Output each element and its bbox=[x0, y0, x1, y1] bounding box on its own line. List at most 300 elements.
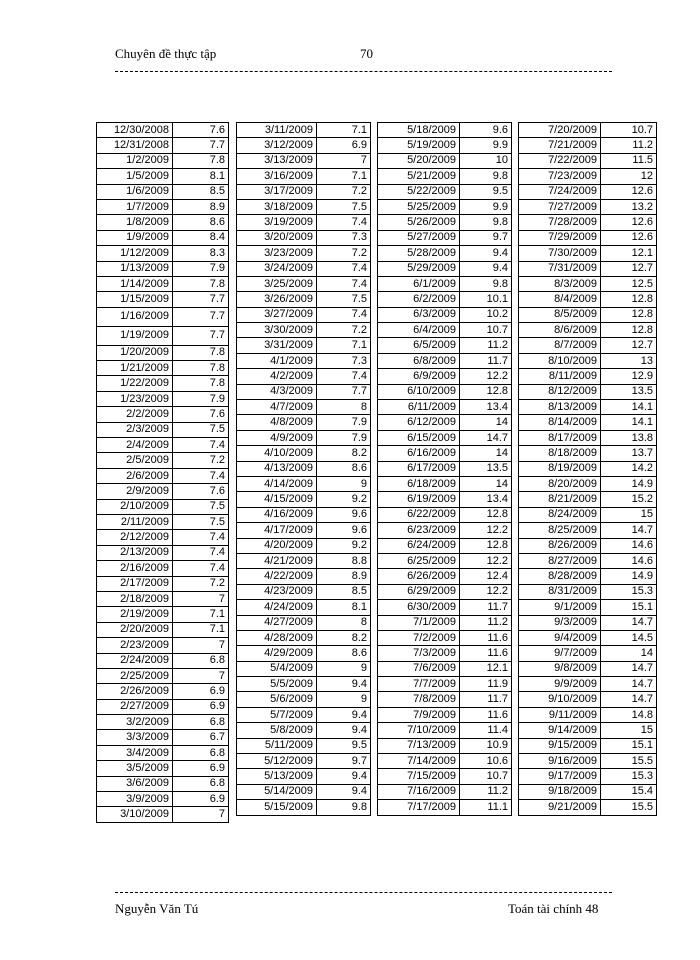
value-cell: 12.8 bbox=[460, 384, 512, 399]
value-cell: 7.5 bbox=[173, 514, 229, 529]
table-row bbox=[378, 261, 512, 276]
value-cell: 10.7 bbox=[460, 769, 512, 784]
date-cell: 2/6/2009 bbox=[97, 468, 173, 483]
value-cell: 9.7 bbox=[460, 230, 512, 245]
table-row bbox=[519, 461, 657, 476]
value-cell: 12.2 bbox=[460, 523, 512, 538]
date-cell: 7/14/2009 bbox=[378, 754, 460, 769]
date-cell: 3/17/2009 bbox=[237, 184, 317, 199]
table-row bbox=[378, 430, 512, 445]
table-row bbox=[378, 738, 512, 753]
table-row bbox=[519, 476, 657, 491]
value-cell: 9.6 bbox=[317, 523, 371, 538]
date-cell: 7/24/2009 bbox=[519, 184, 601, 199]
value-cell: 14.6 bbox=[601, 553, 657, 568]
date-cell: 7/21/2009 bbox=[519, 138, 601, 153]
date-cell: 1/6/2009 bbox=[97, 184, 173, 199]
date-cell: 9/7/2009 bbox=[519, 646, 601, 661]
table-row bbox=[237, 646, 371, 661]
date-cell: 9/11/2009 bbox=[519, 707, 601, 722]
table-row bbox=[237, 569, 371, 584]
table-row bbox=[237, 661, 371, 676]
date-cell: 1/19/2009 bbox=[97, 326, 173, 345]
date-cell: 4/9/2009 bbox=[237, 430, 317, 445]
table-row bbox=[97, 276, 229, 291]
date-cell: 1/16/2009 bbox=[97, 307, 173, 326]
value-cell: 10.7 bbox=[601, 123, 657, 138]
date-cell: 8/13/2009 bbox=[519, 400, 601, 415]
table-row bbox=[237, 446, 371, 461]
date-cell: 1/12/2009 bbox=[97, 246, 173, 261]
table-row bbox=[97, 361, 229, 376]
date-cell: 2/23/2009 bbox=[97, 638, 173, 653]
table-row bbox=[519, 415, 657, 430]
date-cell: 8/21/2009 bbox=[519, 492, 601, 507]
value-cell: 8.1 bbox=[173, 169, 229, 184]
table-row bbox=[97, 561, 229, 576]
table-row bbox=[97, 169, 229, 184]
value-cell: 8.5 bbox=[317, 584, 371, 599]
table-row bbox=[237, 123, 371, 138]
footer-author: Nguyễn Văn Tú bbox=[115, 901, 199, 916]
value-cell: 13.5 bbox=[601, 384, 657, 399]
table-row bbox=[378, 707, 512, 722]
value-cell: 12.6 bbox=[601, 230, 657, 245]
date-cell: 3/16/2009 bbox=[237, 169, 317, 184]
value-cell: 14.9 bbox=[601, 476, 657, 491]
value-cell: 12.7 bbox=[601, 261, 657, 276]
date-cell: 7/23/2009 bbox=[519, 169, 601, 184]
table-row bbox=[237, 738, 371, 753]
value-cell: 8.2 bbox=[317, 630, 371, 645]
date-cell: 4/7/2009 bbox=[237, 400, 317, 415]
table-row bbox=[519, 615, 657, 630]
table-row bbox=[519, 199, 657, 214]
date-cell: 6/9/2009 bbox=[378, 369, 460, 384]
value-cell: 11.4 bbox=[460, 723, 512, 738]
table-row bbox=[519, 215, 657, 230]
value-cell: 14.7 bbox=[601, 523, 657, 538]
date-cell: 1/2/2009 bbox=[97, 153, 173, 168]
value-cell: 7.1 bbox=[317, 123, 371, 138]
date-cell: 4/29/2009 bbox=[237, 646, 317, 661]
value-cell: 12.1 bbox=[460, 661, 512, 676]
table-row bbox=[378, 476, 512, 491]
date-cell: 1/14/2009 bbox=[97, 276, 173, 291]
date-cell: 8/12/2009 bbox=[519, 384, 601, 399]
value-cell: 7.7 bbox=[317, 384, 371, 399]
table-row bbox=[97, 545, 229, 560]
value-cell: 11.2 bbox=[460, 615, 512, 630]
value-cell: 7.2 bbox=[317, 323, 371, 338]
table-row bbox=[519, 384, 657, 399]
date-cell: 2/9/2009 bbox=[97, 484, 173, 499]
value-cell: 14.7 bbox=[601, 661, 657, 676]
table-row bbox=[378, 692, 512, 707]
table-row bbox=[378, 153, 512, 168]
value-cell: 7.7 bbox=[173, 326, 229, 345]
table-row bbox=[378, 661, 512, 676]
value-cell: 8.6 bbox=[173, 215, 229, 230]
date-cell: 4/16/2009 bbox=[237, 507, 317, 522]
date-cell: 7/20/2009 bbox=[519, 123, 601, 138]
value-cell: 6.8 bbox=[173, 653, 229, 668]
table-row bbox=[519, 646, 657, 661]
table-row bbox=[97, 292, 229, 307]
value-cell: 7.2 bbox=[173, 576, 229, 591]
value-cell: 7.4 bbox=[173, 530, 229, 545]
table-row bbox=[519, 754, 657, 769]
date-cell: 3/24/2009 bbox=[237, 261, 317, 276]
table-row bbox=[378, 769, 512, 784]
value-cell: 9.8 bbox=[460, 169, 512, 184]
date-cell: 8/27/2009 bbox=[519, 553, 601, 568]
value-cell: 8 bbox=[317, 615, 371, 630]
table-row bbox=[519, 153, 657, 168]
table-row bbox=[378, 569, 512, 584]
table-row bbox=[378, 369, 512, 384]
value-cell: 8.9 bbox=[173, 199, 229, 214]
date-cell: 8/31/2009 bbox=[519, 584, 601, 599]
value-cell: 14.6 bbox=[601, 538, 657, 553]
value-cell: 6.8 bbox=[173, 715, 229, 730]
value-cell: 6.9 bbox=[173, 761, 229, 776]
table-row bbox=[378, 615, 512, 630]
table-row bbox=[97, 422, 229, 437]
date-cell: 3/5/2009 bbox=[97, 761, 173, 776]
table-row bbox=[237, 677, 371, 692]
value-cell: 9.9 bbox=[460, 138, 512, 153]
table-row bbox=[519, 738, 657, 753]
date-cell: 8/17/2009 bbox=[519, 430, 601, 445]
value-cell: 9.2 bbox=[317, 492, 371, 507]
value-cell: 15.3 bbox=[601, 584, 657, 599]
value-cell: 6.8 bbox=[173, 776, 229, 791]
value-cell: 12.8 bbox=[601, 307, 657, 322]
date-cell: 5/5/2009 bbox=[237, 677, 317, 692]
value-cell: 8.2 bbox=[317, 446, 371, 461]
table-row bbox=[519, 230, 657, 245]
table-row bbox=[378, 246, 512, 261]
date-cell: 7/9/2009 bbox=[378, 707, 460, 722]
date-cell: 4/20/2009 bbox=[237, 538, 317, 553]
date-cell: 8/14/2009 bbox=[519, 415, 601, 430]
value-cell: 15.2 bbox=[601, 492, 657, 507]
table-row bbox=[519, 723, 657, 738]
value-cell: 7 bbox=[173, 591, 229, 606]
date-cell: 8/19/2009 bbox=[519, 461, 601, 476]
value-cell: 11.1 bbox=[460, 800, 512, 815]
table-row bbox=[519, 600, 657, 615]
date-cell: 2/13/2009 bbox=[97, 545, 173, 560]
table-row bbox=[237, 692, 371, 707]
value-cell: 9.4 bbox=[460, 246, 512, 261]
date-cell: 3/3/2009 bbox=[97, 730, 173, 745]
date-cell: 5/14/2009 bbox=[237, 784, 317, 799]
date-cell: 4/2/2009 bbox=[237, 369, 317, 384]
date-cell: 3/2/2009 bbox=[97, 715, 173, 730]
date-cell: 6/10/2009 bbox=[378, 384, 460, 399]
date-cell: 8/20/2009 bbox=[519, 476, 601, 491]
table-row bbox=[378, 677, 512, 692]
value-cell: 8.4 bbox=[173, 230, 229, 245]
date-cell: 5/22/2009 bbox=[378, 184, 460, 199]
value-cell: 7.2 bbox=[317, 246, 371, 261]
value-cell: 6.9 bbox=[173, 684, 229, 699]
table-row bbox=[97, 530, 229, 545]
table-row bbox=[519, 307, 657, 322]
value-cell: 15.5 bbox=[601, 800, 657, 815]
table-row bbox=[378, 307, 512, 322]
header-page-number: 70 bbox=[360, 46, 373, 61]
value-cell: 7.9 bbox=[173, 391, 229, 406]
value-cell: 12.5 bbox=[601, 276, 657, 291]
table-row bbox=[97, 123, 229, 138]
date-cell: 8/25/2009 bbox=[519, 523, 601, 538]
date-cell: 5/13/2009 bbox=[237, 769, 317, 784]
date-cell: 2/26/2009 bbox=[97, 684, 173, 699]
date-cell: 2/25/2009 bbox=[97, 668, 173, 683]
table-row bbox=[97, 761, 229, 776]
value-cell: 9.9 bbox=[460, 199, 512, 214]
date-cell: 6/25/2009 bbox=[378, 553, 460, 568]
table-row bbox=[97, 376, 229, 391]
date-cell: 9/14/2009 bbox=[519, 723, 601, 738]
date-cell: 5/28/2009 bbox=[378, 246, 460, 261]
table-row bbox=[237, 415, 371, 430]
table-row bbox=[97, 684, 229, 699]
date-cell: 5/8/2009 bbox=[237, 723, 317, 738]
date-cell: 9/21/2009 bbox=[519, 800, 601, 815]
table-row bbox=[519, 800, 657, 815]
table-row bbox=[237, 246, 371, 261]
value-cell: 10.6 bbox=[460, 754, 512, 769]
table-row bbox=[519, 292, 657, 307]
table-row bbox=[378, 184, 512, 199]
value-cell: 10.1 bbox=[460, 292, 512, 307]
date-cell: 7/10/2009 bbox=[378, 723, 460, 738]
value-cell: 15.5 bbox=[601, 754, 657, 769]
table-row bbox=[237, 784, 371, 799]
date-cell: 6/12/2009 bbox=[378, 415, 460, 430]
table-row bbox=[378, 415, 512, 430]
date-cell: 5/18/2009 bbox=[378, 123, 460, 138]
value-cell: 7.4 bbox=[173, 468, 229, 483]
date-cell: 12/30/2008 bbox=[97, 123, 173, 138]
date-cell: 5/20/2009 bbox=[378, 153, 460, 168]
table-row bbox=[97, 653, 229, 668]
date-cell: 7/15/2009 bbox=[378, 769, 460, 784]
value-cell: 7.8 bbox=[173, 153, 229, 168]
date-cell: 9/4/2009 bbox=[519, 630, 601, 645]
table-row bbox=[237, 230, 371, 245]
date-cell: 8/7/2009 bbox=[519, 338, 601, 353]
value-cell: 7.8 bbox=[173, 345, 229, 360]
date-cell: 4/27/2009 bbox=[237, 615, 317, 630]
value-cell: 11.7 bbox=[460, 600, 512, 615]
date-cell: 3/23/2009 bbox=[237, 246, 317, 261]
date-cell: 5/7/2009 bbox=[237, 707, 317, 722]
table-row bbox=[519, 246, 657, 261]
table-row bbox=[378, 338, 512, 353]
table-row bbox=[519, 661, 657, 676]
value-cell: 9.6 bbox=[317, 507, 371, 522]
date-cell: 6/30/2009 bbox=[378, 600, 460, 615]
date-cell: 8/24/2009 bbox=[519, 507, 601, 522]
date-cell: 2/5/2009 bbox=[97, 453, 173, 468]
value-cell: 14.8 bbox=[601, 707, 657, 722]
table-row bbox=[378, 400, 512, 415]
value-cell: 14.1 bbox=[601, 400, 657, 415]
table-row bbox=[519, 569, 657, 584]
table-row bbox=[97, 230, 229, 245]
table-row bbox=[378, 215, 512, 230]
table-row bbox=[378, 538, 512, 553]
date-cell: 5/4/2009 bbox=[237, 661, 317, 676]
value-cell: 9.6 bbox=[460, 123, 512, 138]
table-row bbox=[237, 153, 371, 168]
date-cell: 4/14/2009 bbox=[237, 476, 317, 491]
value-cell: 7.9 bbox=[317, 415, 371, 430]
value-cell: 7.1 bbox=[317, 169, 371, 184]
value-cell: 7.2 bbox=[317, 184, 371, 199]
value-cell: 15.4 bbox=[601, 784, 657, 799]
value-cell: 7.4 bbox=[317, 261, 371, 276]
value-cell: 10.2 bbox=[460, 307, 512, 322]
value-cell: 13.4 bbox=[460, 400, 512, 415]
date-cell: 8/5/2009 bbox=[519, 307, 601, 322]
table-row bbox=[378, 507, 512, 522]
date-cell: 9/15/2009 bbox=[519, 738, 601, 753]
table-row bbox=[237, 199, 371, 214]
value-cell: 7 bbox=[173, 668, 229, 683]
table-row bbox=[97, 730, 229, 745]
date-cell: 7/1/2009 bbox=[378, 615, 460, 630]
value-cell: 12.7 bbox=[601, 338, 657, 353]
date-cell: 9/3/2009 bbox=[519, 615, 601, 630]
table-row bbox=[237, 400, 371, 415]
date-cell: 8/26/2009 bbox=[519, 538, 601, 553]
date-cell: 7/17/2009 bbox=[378, 800, 460, 815]
date-cell: 6/29/2009 bbox=[378, 584, 460, 599]
table-row bbox=[237, 169, 371, 184]
table-row bbox=[378, 123, 512, 138]
value-cell: 7.5 bbox=[317, 199, 371, 214]
table-row bbox=[378, 646, 512, 661]
table-row bbox=[519, 707, 657, 722]
date-cell: 6/11/2009 bbox=[378, 400, 460, 415]
value-cell: 7.6 bbox=[173, 407, 229, 422]
date-cell: 2/16/2009 bbox=[97, 561, 173, 576]
date-cell: 4/21/2009 bbox=[237, 553, 317, 568]
date-cell: 2/2/2009 bbox=[97, 407, 173, 422]
value-cell: 6.9 bbox=[173, 699, 229, 714]
table-row bbox=[378, 784, 512, 799]
value-cell: 8.9 bbox=[317, 569, 371, 584]
value-cell: 9.4 bbox=[317, 784, 371, 799]
table-row bbox=[378, 384, 512, 399]
value-cell: 11.9 bbox=[460, 677, 512, 692]
date-cell: 3/18/2009 bbox=[237, 199, 317, 214]
table-row bbox=[519, 261, 657, 276]
value-cell: 7.5 bbox=[173, 422, 229, 437]
value-cell: 8 bbox=[317, 400, 371, 415]
value-cell: 7.4 bbox=[317, 276, 371, 291]
table-row bbox=[237, 307, 371, 322]
table-row bbox=[237, 615, 371, 630]
value-cell: 11.2 bbox=[460, 338, 512, 353]
value-cell: 7.3 bbox=[317, 353, 371, 368]
value-cell: 9 bbox=[317, 661, 371, 676]
table-row bbox=[378, 723, 512, 738]
date-cell: 5/11/2009 bbox=[237, 738, 317, 753]
table-row bbox=[97, 499, 229, 514]
date-cell: 9/1/2009 bbox=[519, 600, 601, 615]
value-cell: 14.5 bbox=[601, 630, 657, 645]
table-row bbox=[519, 138, 657, 153]
table-row bbox=[378, 754, 512, 769]
value-cell: 7.7 bbox=[173, 292, 229, 307]
value-cell: 7 bbox=[173, 807, 229, 822]
table-row bbox=[378, 138, 512, 153]
date-cell: 1/15/2009 bbox=[97, 292, 173, 307]
date-cell: 7/28/2009 bbox=[519, 215, 601, 230]
value-cell: 12.8 bbox=[460, 538, 512, 553]
date-cell: 8/10/2009 bbox=[519, 353, 601, 368]
value-cell: 11.5 bbox=[601, 153, 657, 168]
value-cell: 7.6 bbox=[173, 123, 229, 138]
date-cell: 4/3/2009 bbox=[237, 384, 317, 399]
date-cell: 2/3/2009 bbox=[97, 422, 173, 437]
table-row bbox=[519, 538, 657, 553]
value-cell: 9 bbox=[317, 476, 371, 491]
date-cell: 1/23/2009 bbox=[97, 391, 173, 406]
date-cell: 5/27/2009 bbox=[378, 230, 460, 245]
table-row bbox=[97, 138, 229, 153]
date-cell: 4/1/2009 bbox=[237, 353, 317, 368]
footer-divider bbox=[115, 892, 612, 893]
value-cell: 15.1 bbox=[601, 600, 657, 615]
date-cell: 9/17/2009 bbox=[519, 769, 601, 784]
value-cell: 9.7 bbox=[317, 754, 371, 769]
value-cell: 7 bbox=[317, 153, 371, 168]
value-cell: 12.6 bbox=[601, 215, 657, 230]
table-row bbox=[237, 215, 371, 230]
value-cell: 11.2 bbox=[601, 138, 657, 153]
date-cell: 1/5/2009 bbox=[97, 169, 173, 184]
table-row bbox=[378, 800, 512, 815]
value-cell: 7.6 bbox=[173, 484, 229, 499]
table-row bbox=[519, 123, 657, 138]
date-cell: 3/19/2009 bbox=[237, 215, 317, 230]
table-row bbox=[237, 353, 371, 368]
value-cell: 7.1 bbox=[173, 607, 229, 622]
date-cell: 8/4/2009 bbox=[519, 292, 601, 307]
data-table-1 bbox=[96, 122, 229, 823]
value-cell: 11.6 bbox=[460, 646, 512, 661]
date-cell: 2/18/2009 bbox=[97, 591, 173, 606]
date-cell: 3/9/2009 bbox=[97, 792, 173, 807]
table-row bbox=[237, 553, 371, 568]
table-row bbox=[237, 584, 371, 599]
value-cell: 14 bbox=[460, 446, 512, 461]
date-cell: 7/8/2009 bbox=[378, 692, 460, 707]
value-cell: 13 bbox=[601, 353, 657, 368]
table-row bbox=[378, 230, 512, 245]
date-cell: 12/31/2008 bbox=[97, 138, 173, 153]
value-cell: 9.4 bbox=[317, 677, 371, 692]
date-cell: 6/2/2009 bbox=[378, 292, 460, 307]
